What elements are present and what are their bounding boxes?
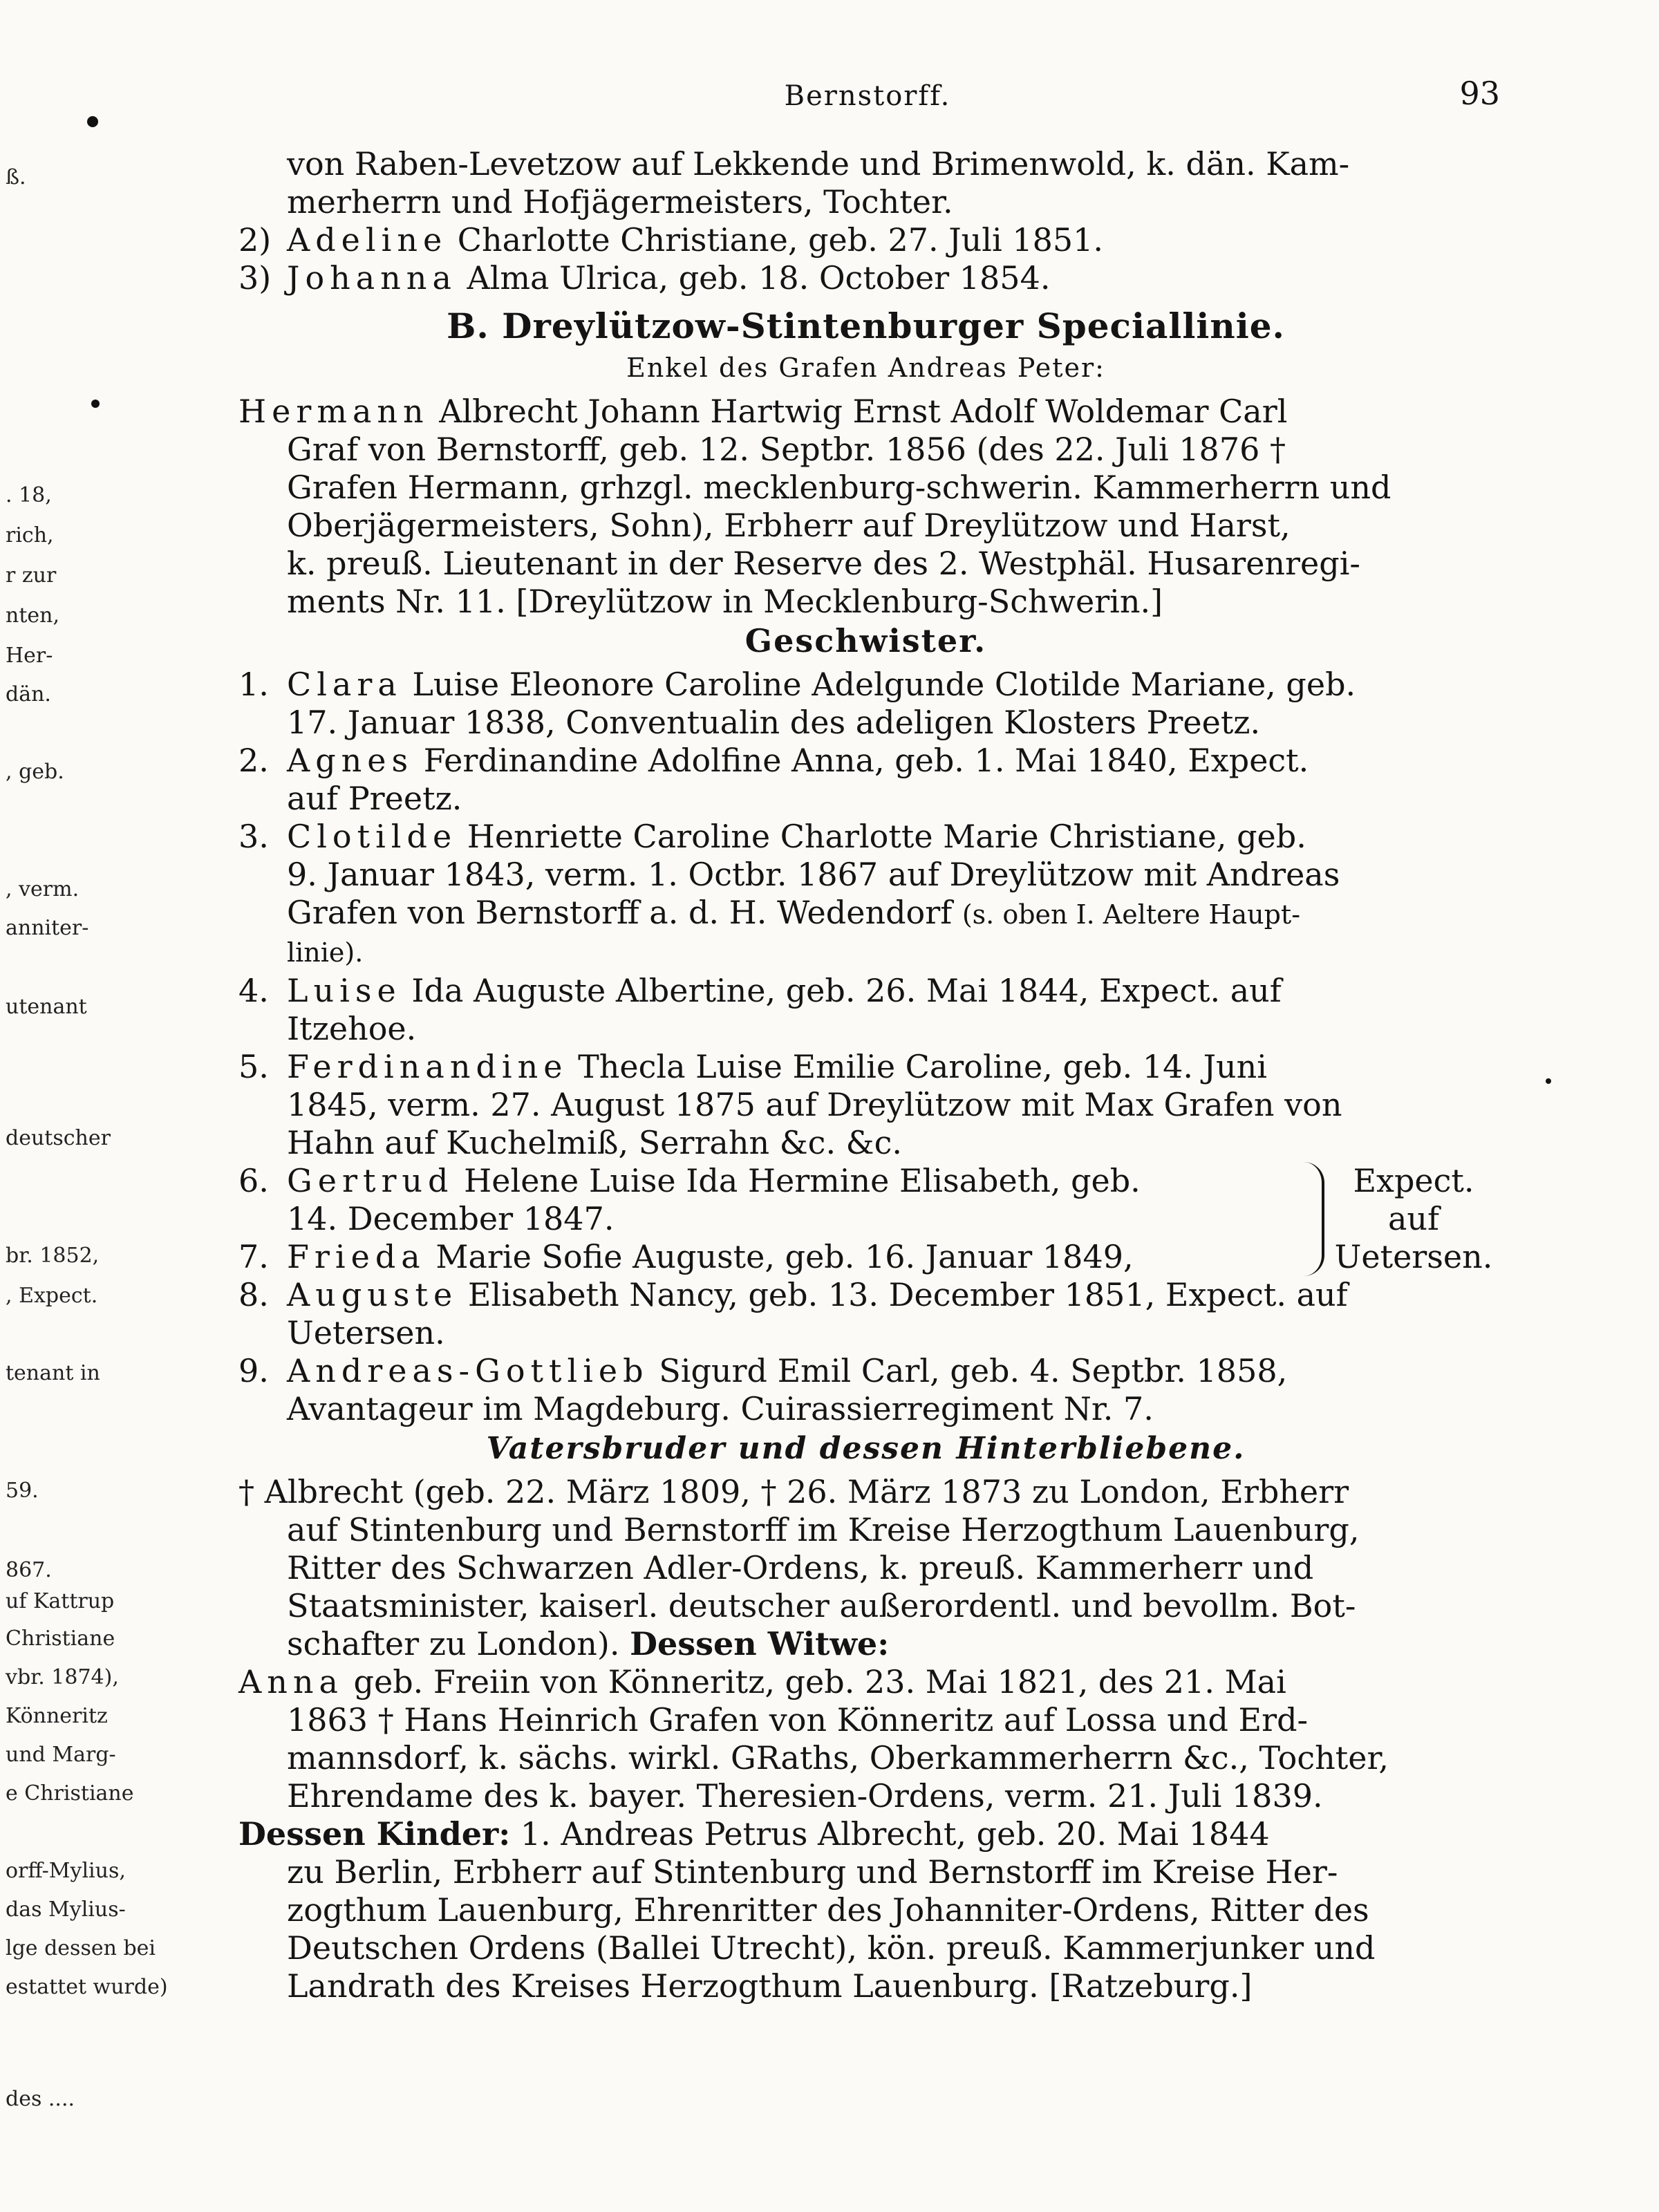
entry-number: 6. bbox=[238, 1162, 269, 1199]
entry-number: 3) bbox=[238, 259, 272, 297]
text-line: 14. December 1847. bbox=[287, 1200, 615, 1237]
gutter-fragment: , verm. bbox=[6, 877, 79, 901]
entry-number: 3. bbox=[238, 818, 269, 855]
text-line: Oberjägermeisters, Sohn), Erbherr auf Dreylützow und Harst, bbox=[287, 507, 1291, 544]
gutter-fragment: und Marg- bbox=[6, 1743, 116, 1767]
entry-text: Helene Luise Ida Hermine Elisabeth, geb. bbox=[453, 1162, 1141, 1199]
text-line bbox=[238, 894, 1493, 934]
siblings-heading: Geschwister. bbox=[744, 622, 987, 659]
entry-text: Marie Sofie Auguste, geb. 16. Januar 1849, bbox=[425, 1238, 1134, 1275]
text-line: linie). bbox=[287, 937, 364, 968]
given-name: Anna bbox=[238, 1663, 344, 1700]
gutter-fragment: Her- bbox=[6, 644, 53, 668]
entry-text: Sigurd Emil Carl, geb. 4. Septbr. 1858, bbox=[648, 1352, 1288, 1389]
children-label: Dessen Kinder: bbox=[238, 1815, 511, 1853]
gutter-fragment: des .... bbox=[6, 2087, 75, 2111]
sibling-entry bbox=[238, 1276, 1493, 1314]
entry-text: Henriette Caroline Charlotte Marie Christiane, geb. bbox=[457, 818, 1306, 855]
gutter-fragment: , Expect. bbox=[6, 1284, 98, 1308]
bracketed-entries-text bbox=[238, 1162, 1294, 1276]
given-name: Johanna bbox=[287, 259, 457, 297]
cross-reference: (s. oben I. Aeltere Haupt- bbox=[962, 899, 1301, 930]
entry-number: 7. bbox=[238, 1238, 269, 1275]
text-line: Ehrendame des k. bayer. Theresien-Ordens, verm. 21. Juli 1839. bbox=[287, 1777, 1323, 1815]
left-gutter-fragments bbox=[0, 0, 168, 2212]
entry-text: Luise Eleonore Caroline Adelgunde Clotilde Mariane, geb. bbox=[402, 666, 1356, 703]
given-name: Clara bbox=[287, 666, 402, 703]
gutter-fragment: tenant in bbox=[6, 1361, 100, 1385]
gutter-fragment: Könneritz bbox=[6, 1704, 108, 1728]
text-line: zu Berlin, Erbherr auf Stintenburg und Bernstorff im Kreise Her- bbox=[287, 1853, 1338, 1891]
text-line: 17. Januar 1838, Conventualin des adeligen Klosters Preetz. bbox=[287, 704, 1261, 741]
section-heading: B. Dreylützow-Stintenburger Speciallinie. bbox=[447, 306, 1285, 346]
sibling-entry bbox=[238, 1048, 1493, 1086]
entry-text: schafter zu London). bbox=[287, 1625, 630, 1662]
given-name: Andreas-Gottlieb bbox=[287, 1352, 649, 1389]
bracket-note bbox=[1334, 1162, 1493, 1276]
gutter-fragment: . 18, bbox=[6, 483, 52, 507]
gutter-fragment: ß. bbox=[6, 165, 26, 189]
entry-text: Grafen von Bernstorff a. d. H. Wedendorf bbox=[287, 894, 962, 931]
text-line: Graf von Bernstorff, geb. 12. Septbr. 1856 (des 22. Juli 1876 † bbox=[287, 431, 1286, 468]
gutter-fragment: deutscher bbox=[6, 1126, 111, 1150]
text-line: Grafen Hermann, grhzgl. mecklenburg-schwerin. Kammerherrn und bbox=[287, 469, 1391, 506]
entry-number: 1. bbox=[238, 666, 269, 703]
given-name: Ferdinandine bbox=[287, 1048, 568, 1085]
text-line: Landrath des Kreises Herzogthum Lauenburg. [Ratzeburg.] bbox=[287, 1967, 1253, 2005]
gutter-fragment: uf Kattrup bbox=[6, 1589, 115, 1613]
bracket-note-line: auf bbox=[1387, 1200, 1440, 1237]
running-title: Bernstorff. bbox=[784, 80, 951, 112]
ink-dot bbox=[1546, 1078, 1551, 1084]
text-line: 1863 † Hans Heinrich Grafen von Könneritz auf Lossa und Erd- bbox=[287, 1701, 1309, 1738]
text-line: Uetersen. bbox=[287, 1314, 445, 1351]
entry-text: 1. Andreas Petrus Albrecht, geb. 20. Mai 1844 bbox=[510, 1815, 1270, 1853]
text-line: Avantageur im Magdeburg. Cuirassierregiment Nr. 7. bbox=[287, 1390, 1154, 1427]
uncle-heading: Vatersbruder und dessen Hinterbliebene. bbox=[486, 1431, 1246, 1466]
page-number: 93 bbox=[1459, 75, 1500, 112]
entry-number: 8. bbox=[238, 1276, 269, 1313]
text-line bbox=[238, 1625, 1493, 1663]
entry-number: 4. bbox=[238, 972, 269, 1009]
given-name: Clotilde bbox=[287, 818, 458, 855]
gutter-fragment: 867. bbox=[6, 1558, 52, 1582]
entry-text: Charlotte Christiane, geb. 27. Juli 1851. bbox=[447, 221, 1104, 259]
daughter-entry bbox=[238, 221, 1493, 259]
gutter-fragment: anniter- bbox=[6, 916, 89, 940]
text-line: auf Preetz. bbox=[287, 780, 462, 817]
sibling-entry bbox=[238, 1238, 1294, 1276]
bracket-note-line: Uetersen. bbox=[1334, 1238, 1493, 1275]
entry-text: Ida Auguste Albertine, geb. 26. Mai 1844, Expect. auf bbox=[401, 972, 1282, 1009]
gutter-fragment: utenant bbox=[6, 995, 87, 1019]
gutter-fragment: orff-Mylius, bbox=[6, 1859, 126, 1883]
bracket-note-line: Expect. bbox=[1353, 1162, 1474, 1199]
text-line: † Albrecht (geb. 22. März 1809, † 26. März 1873 zu London, Erbherr bbox=[238, 1473, 1349, 1510]
gutter-fragment: e Christiane bbox=[6, 1781, 134, 1806]
bracketed-entries bbox=[238, 1162, 1493, 1276]
sibling-entry bbox=[238, 1352, 1493, 1390]
text-line: ments Nr. 11. [Dreylützow in Mecklenburg-Schwerin.] bbox=[287, 583, 1163, 620]
given-name: Auguste bbox=[287, 1276, 458, 1313]
gutter-fragment: br. 1852, bbox=[6, 1244, 100, 1268]
entry-text: Thecla Luise Emilie Caroline, geb. 14. Juni bbox=[568, 1048, 1268, 1085]
gutter-fragment: das Mylius- bbox=[6, 1897, 126, 1922]
text-line: Ritter des Schwarzen Adler-Ordens, k. preuß. Kammerherr und bbox=[287, 1549, 1314, 1586]
text-line: Deutschen Ordens (Ballei Utrecht), kön. preuß. Kammerjunker und bbox=[287, 1929, 1376, 1967]
uncle-entry bbox=[238, 1473, 1493, 1663]
text-line: merherrn und Hofjägermeisters, Tochter. bbox=[287, 183, 953, 221]
gutter-fragment: rich, bbox=[6, 523, 54, 547]
text-line: 9. Januar 1843, verm. 1. Octbr. 1867 auf Dreylützow mit Andreas bbox=[287, 856, 1340, 893]
given-name: Agnes bbox=[287, 742, 414, 779]
daughter-entry bbox=[238, 259, 1493, 297]
gutter-fragment: nten, bbox=[6, 603, 59, 628]
given-name: Adeline bbox=[287, 221, 448, 259]
gutter-fragment: vbr. 1874), bbox=[6, 1665, 119, 1689]
head-of-line-entry bbox=[238, 393, 1493, 621]
widow-entry bbox=[238, 1663, 1493, 1815]
text-line: zogthum Lauenburg, Ehrenritter des Johanniter-Ordens, Ritter des bbox=[287, 1891, 1369, 1929]
text-line: auf Stintenburg und Bernstorff im Kreise Herzogthum Lauenburg, bbox=[287, 1511, 1360, 1548]
text-line: k. preuß. Lieutenant in der Reserve des 2. Westphäl. Husarenregi- bbox=[287, 545, 1360, 582]
children-entry bbox=[238, 1815, 1493, 2005]
entry-text: Ferdinandine Adolfine Anna, geb. 1. Mai 1840, Expect. bbox=[413, 742, 1309, 779]
given-name: Luise bbox=[287, 972, 402, 1009]
page-header bbox=[235, 75, 1500, 123]
gutter-fragment: r zur bbox=[6, 563, 57, 588]
entry-text: Albrecht Johann Hartwig Ernst Adolf Woldemar Carl bbox=[429, 393, 1288, 430]
sibling-entry bbox=[238, 818, 1493, 856]
entry-text: Alma Ulrica, geb. 18. October 1854. bbox=[456, 259, 1051, 297]
sibling-entry bbox=[238, 972, 1493, 1010]
gutter-fragment: , geb. bbox=[6, 760, 64, 784]
ink-dot bbox=[87, 116, 98, 127]
sibling-entry bbox=[238, 742, 1493, 780]
gutter-fragment: estattet wurde) bbox=[6, 1975, 168, 1999]
text-line: Itzehoe. bbox=[287, 1010, 417, 1047]
gutter-fragment: lge dessen bei bbox=[6, 1936, 156, 1960]
widow-label: Dessen Witwe: bbox=[630, 1625, 890, 1662]
entry-number: 5. bbox=[238, 1048, 269, 1085]
given-name: Frieda bbox=[287, 1238, 426, 1275]
given-name: Hermann bbox=[238, 393, 429, 430]
text-line: von Raben-Levetzow auf Lekkende und Brimenwold, k. dän. Kam- bbox=[287, 145, 1350, 182]
gutter-fragment: 59. bbox=[6, 1479, 39, 1503]
sibling-entry bbox=[238, 1162, 1294, 1200]
text-line: mannsdorf, k. sächs. wirkl. GRaths, Oberkammerherrn &c., Tochter, bbox=[287, 1739, 1389, 1777]
given-name: Gertrud bbox=[287, 1162, 454, 1199]
ink-dot bbox=[91, 400, 100, 408]
curly-brace bbox=[1294, 1162, 1324, 1276]
entry-text: geb. Freiin von Könneritz, geb. 23. Mai 1821, des 21. Mai bbox=[343, 1663, 1286, 1700]
entry-number: 2. bbox=[238, 742, 269, 779]
text-line: 1845, verm. 27. August 1875 auf Dreylützow mit Max Grafen von bbox=[287, 1086, 1342, 1123]
entry-number: 9. bbox=[238, 1352, 269, 1389]
gutter-fragment: dän. bbox=[6, 682, 51, 706]
page-body bbox=[238, 145, 1493, 2005]
entry-text: Elisabeth Nancy, geb. 13. December 1851, Expect. auf bbox=[458, 1276, 1348, 1313]
text-line: Staatsminister, kaiserl. deutscher außerordentl. und bevollm. Bot- bbox=[287, 1587, 1356, 1624]
entry-number: 2) bbox=[238, 221, 272, 259]
section-subheading: Enkel des Grafen Andreas Peter: bbox=[626, 353, 1105, 383]
sibling-entry bbox=[238, 666, 1493, 704]
text-line: Hahn auf Kuchelmiß, Serrahn &c. &c. bbox=[287, 1124, 903, 1161]
opening-entry bbox=[238, 145, 1493, 297]
gutter-fragment: Christiane bbox=[6, 1627, 115, 1651]
